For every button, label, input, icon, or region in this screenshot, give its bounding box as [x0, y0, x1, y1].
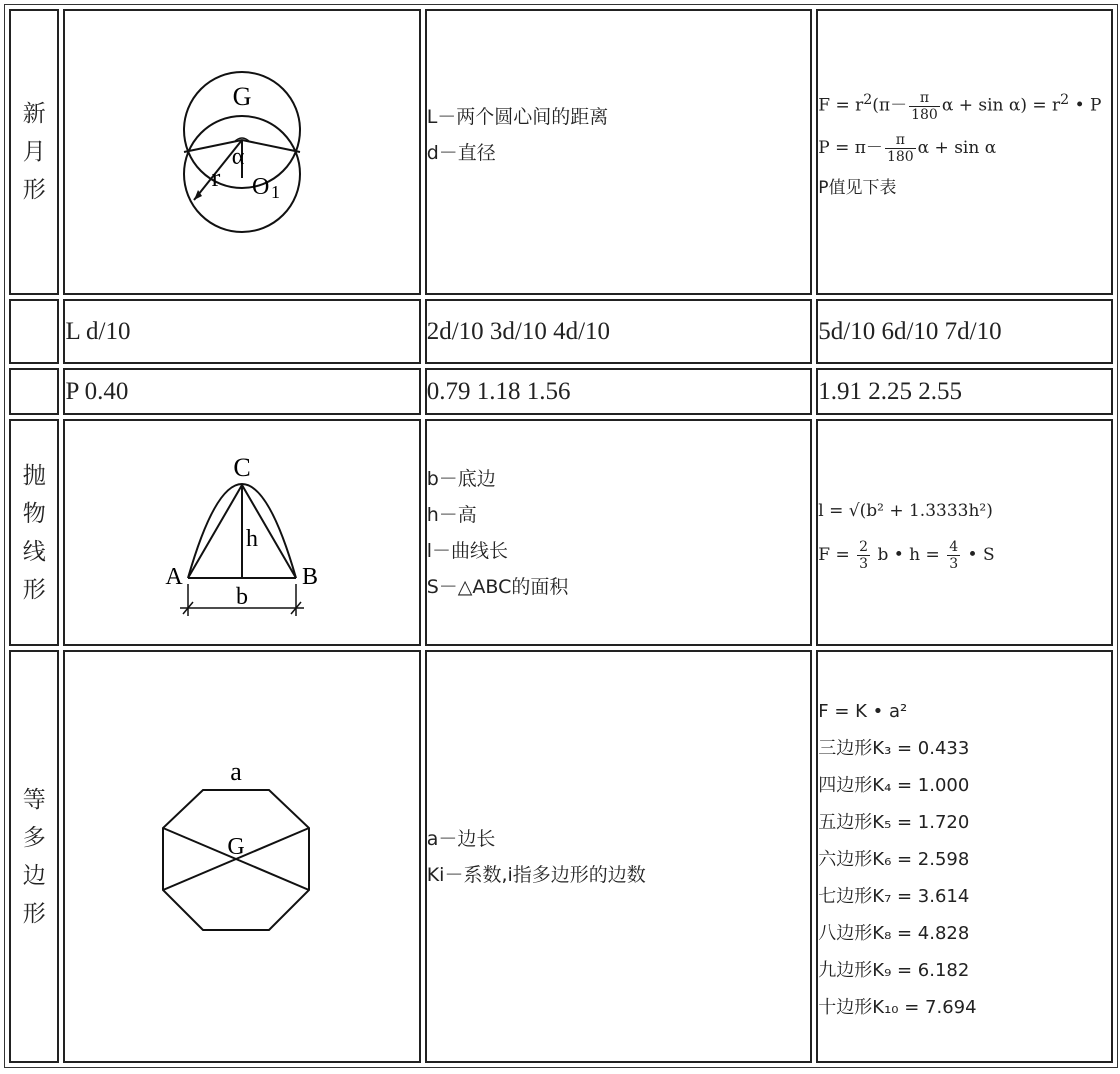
octagon-figure [157, 762, 327, 952]
data-cell: 0.79 1.18 1.56 [425, 368, 813, 415]
description-line: L－两个圆心间的距离 [426, 106, 609, 128]
description-line: b－底边 [426, 467, 496, 490]
formula-area: $F = r^2(\pi-$ $\frac{\pi}{180}$ $\alpha + \sin \alpha) = r^2$ • P [818, 89, 1102, 123]
table-row-l-values [9, 299, 1113, 364]
fraction: $\frac{\pi}{180}$ [886, 131, 914, 165]
fraction: $\frac{2}{3}$ [859, 538, 869, 572]
data-cell: 1.91 2.25 2.55 [816, 368, 1113, 415]
formula-p: P = π－ $\frac{\pi}{180}$ α + sin α [818, 131, 997, 165]
data-cell: L d/10 [63, 299, 420, 364]
vertex-a-label: A [165, 563, 183, 590]
empty-cell [9, 299, 59, 364]
shape-name-char: 多 [22, 824, 46, 851]
fraction: $\frac{4}{3}$ [949, 538, 959, 572]
data-cell: P 0.40 [63, 368, 420, 415]
coefficient-line: 四边形K₄ = 1.000 [818, 775, 970, 797]
description-line: d－直径 [426, 142, 496, 164]
centroid-label: G [232, 82, 252, 112]
coefficient-line: 九边形K₉ = 6.182 [818, 960, 970, 982]
shape-name-char: 等 [22, 786, 46, 813]
table-row-crescent [9, 9, 1113, 295]
description-line: Ki－系数,i指多边形的边数 [426, 863, 646, 886]
shape-name-char: 形 [22, 177, 46, 204]
coefficient-line: 八边形K₈ = 4.828 [818, 923, 970, 945]
table-row-p-values [9, 368, 1113, 415]
shape-name-char: 边 [22, 862, 46, 889]
parabola-figure [152, 438, 332, 628]
formula-note: P值见下表 [818, 177, 897, 198]
formula-cell [816, 419, 1113, 646]
coefficient-line: 七边形K₇ = 3.614 [818, 886, 970, 908]
formula-curve-length: l = √(b² + 1.3333h²) [818, 500, 993, 521]
empty-cell [9, 368, 59, 415]
shape-name-char: 月 [22, 139, 46, 166]
table-row-parabola [9, 419, 1113, 646]
centroid-label: G [227, 833, 245, 860]
formula-area: F = $\frac{2}{3}$ b • h = $\frac{4}{3}$ • S [818, 538, 995, 572]
fraction: $\frac{\pi}{180}$ [911, 89, 938, 123]
shape-name-char: 物 [22, 500, 46, 527]
description-cell [425, 9, 813, 295]
coefficient-line: 三边形K₃ = 0.433 [818, 738, 970, 760]
coefficient-line: 五边形K₅ = 1.720 [818, 812, 970, 834]
figure-cell [63, 9, 420, 295]
shape-name-cell [9, 650, 59, 1063]
description-line: h－高 [426, 503, 477, 526]
figure-cell [63, 650, 420, 1063]
data-cell: 2d/10 3d/10 4d/10 [425, 299, 813, 364]
center-label: O [252, 174, 270, 201]
apex-label: C [233, 452, 251, 482]
side-label: a [230, 761, 242, 786]
description-line: a－边长 [426, 827, 496, 850]
shape-name-char: 线 [22, 538, 46, 565]
formula-area: F = K • a² [818, 701, 908, 723]
description-cell [425, 419, 813, 646]
coefficient-line: 十边形K₁₀ = 7.694 [818, 997, 977, 1019]
base-label: b [236, 583, 249, 610]
figure-cell [63, 419, 420, 646]
vertex-b-label: B [302, 563, 319, 590]
shape-name-char: 新 [22, 101, 46, 128]
description-cell [425, 650, 813, 1063]
formula-cell [816, 650, 1113, 1063]
table-row-polygon [9, 650, 1113, 1063]
crescent-figure [142, 52, 342, 252]
radius-label: r [211, 163, 221, 193]
data-cell: 5d/10 6d/10 7d/10 [816, 299, 1113, 364]
shape-name-cell [9, 9, 59, 295]
shape-name-char: 抛 [22, 462, 46, 489]
description-line: l－曲线长 [426, 539, 508, 562]
center-subscript: 1 [271, 182, 281, 203]
height-label: h [246, 525, 259, 552]
shape-name-cell [9, 419, 59, 646]
description-line: S－△ABC的面积 [426, 575, 569, 598]
coefficient-line: 六边形K₆ = 2.598 [818, 849, 970, 871]
geometry-formula-table [4, 4, 1118, 1068]
shape-name-char: 形 [22, 576, 46, 603]
shape-name-char: 形 [22, 900, 46, 927]
angle-label: α [231, 144, 245, 171]
formula-cell [816, 9, 1113, 295]
